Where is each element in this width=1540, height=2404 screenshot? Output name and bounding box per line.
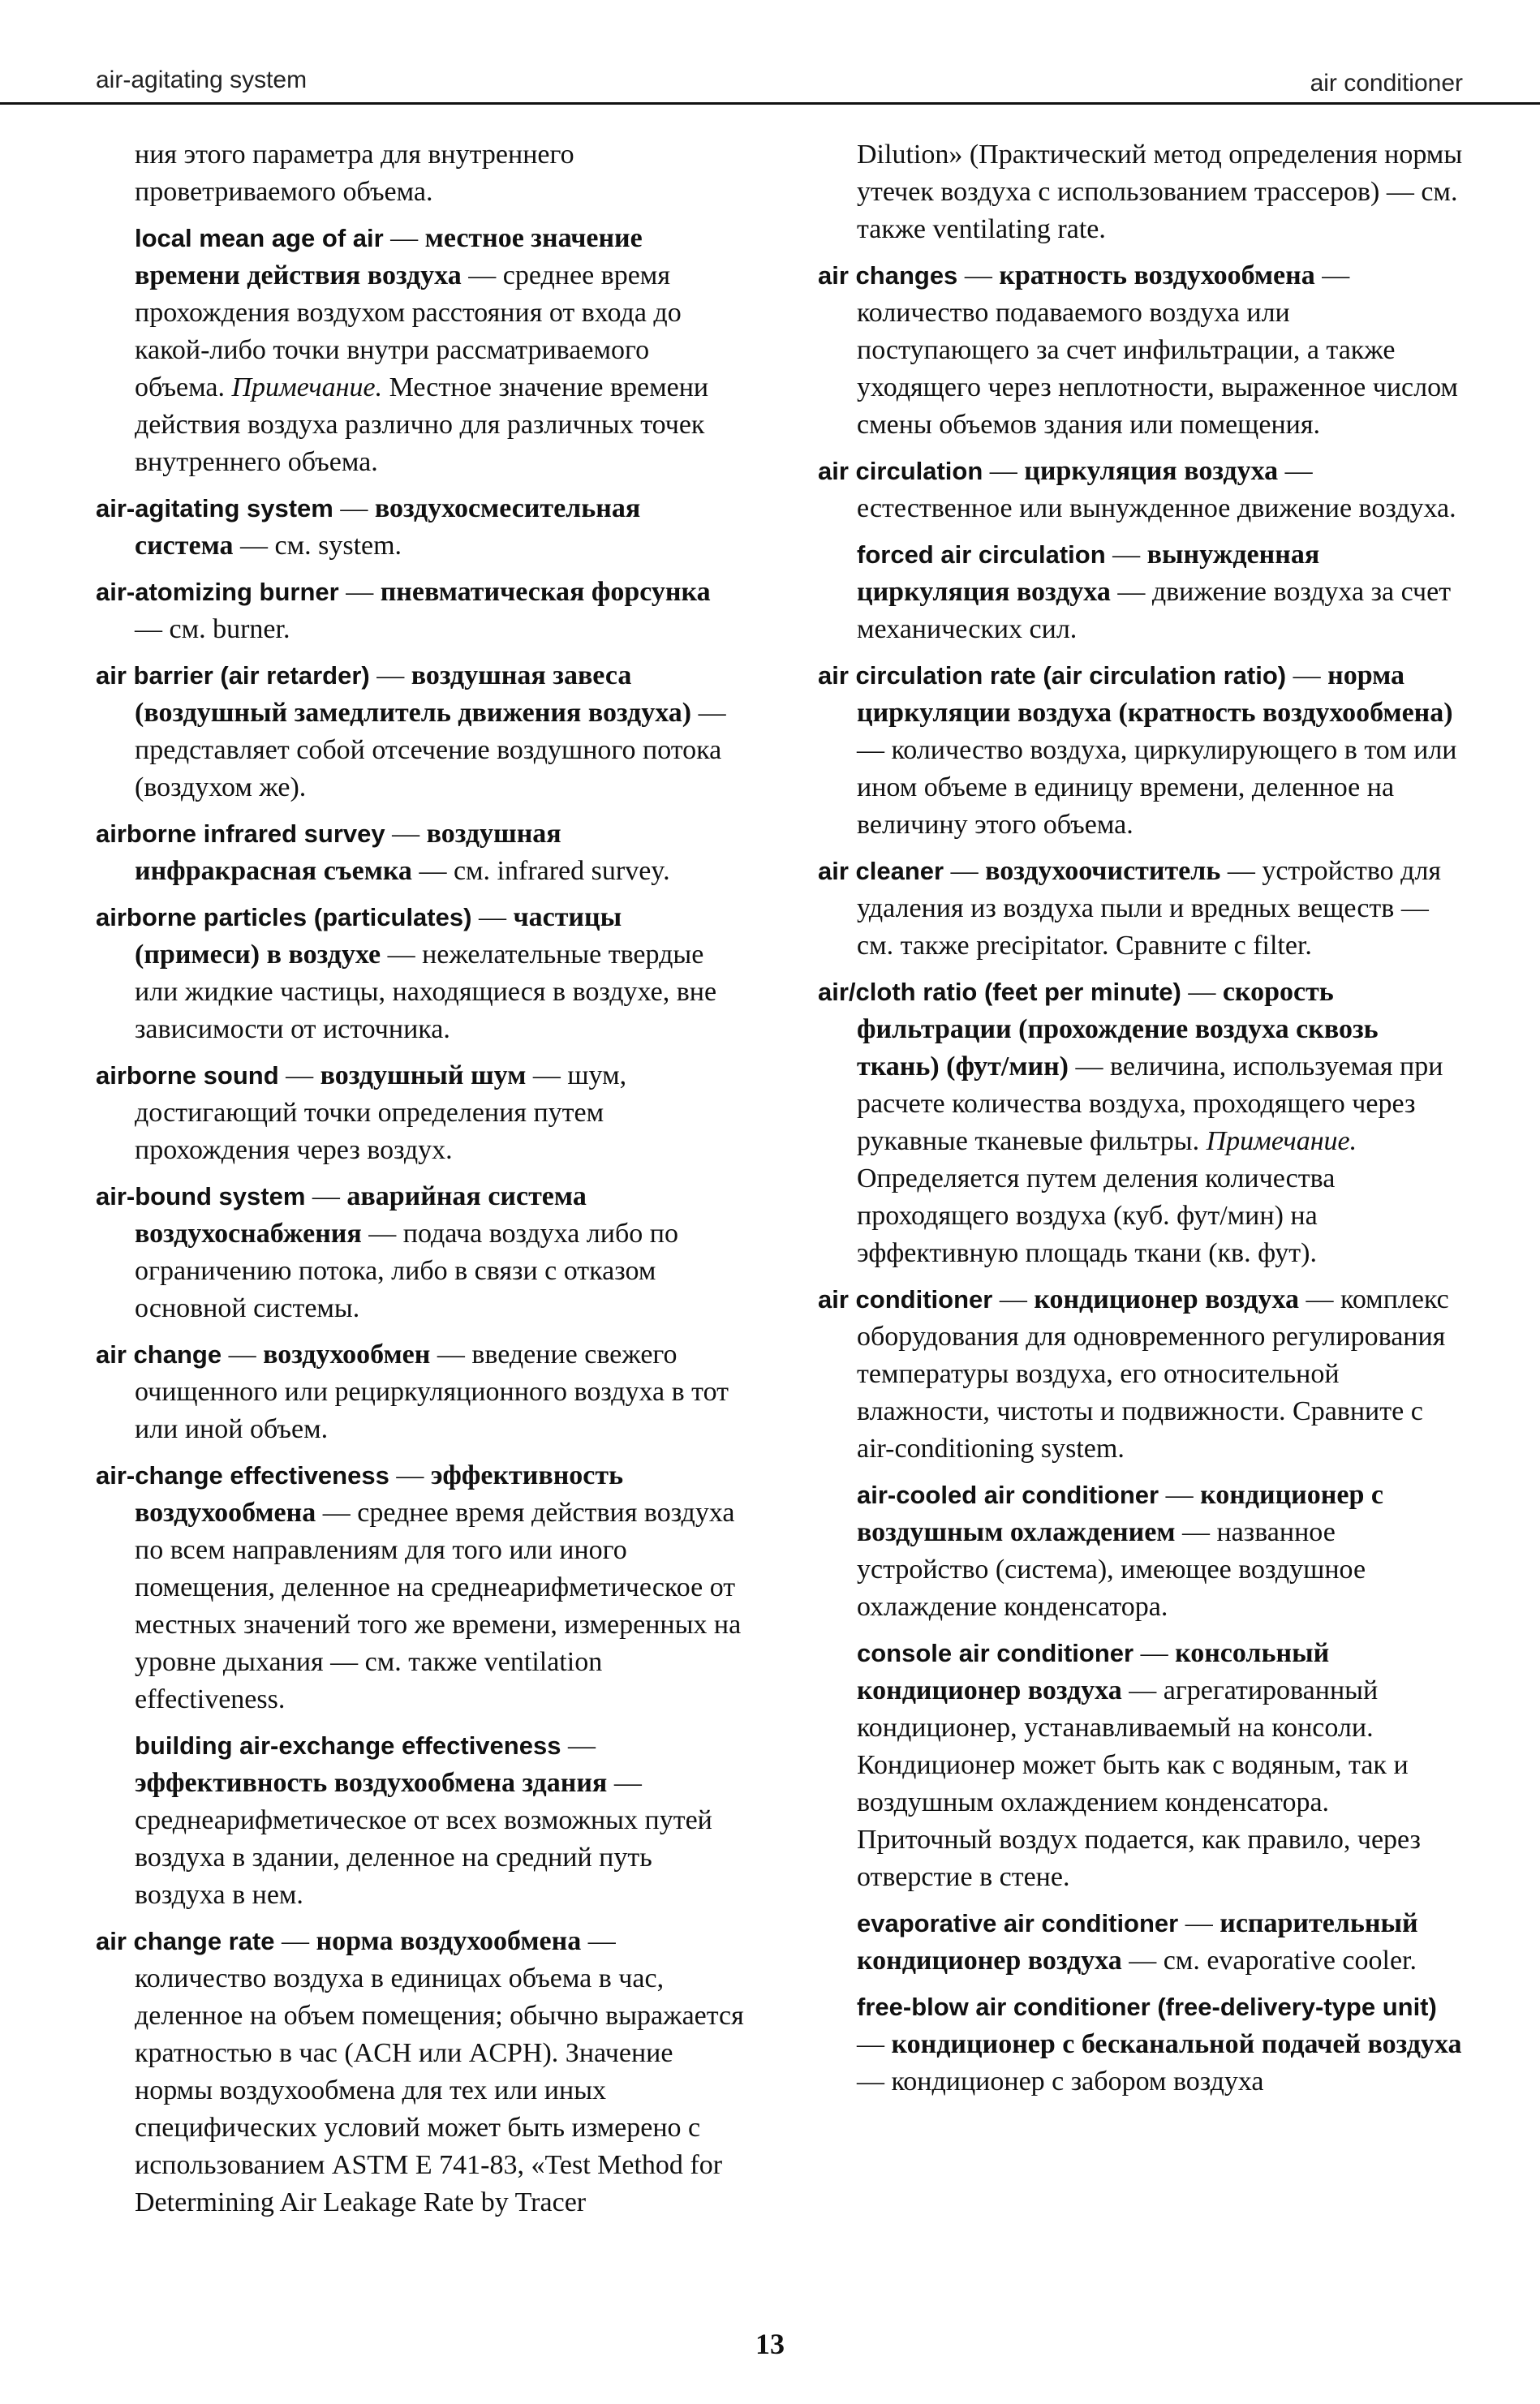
header-rule (0, 102, 1540, 105)
entry-translation: испарительный кондиционер воздуха (857, 1908, 1418, 1976)
entry-term: airborne sound (96, 1061, 279, 1090)
entry-term: air change (96, 1340, 222, 1369)
entry-definition: количество подаваемого воздуха или поступающего за счет инфильтрации, а также уходящего через неплотности, выраженное числом смены объемов здания или помещения. (857, 298, 1458, 440)
entry-definition: см. evaporative cooler. (1163, 1946, 1417, 1976)
entry-translation: пневматическая форсунка (380, 577, 711, 607)
entry-term: air change rate (96, 1927, 275, 1955)
entry-definition: количество воздуха, циркулирующего в том или ином объеме в единицу времени, деленное на величину этого объема. (857, 735, 1457, 840)
subentry: evaporative air conditioner — испарительный кондиционер воздуха — см. evaporative cooler. (857, 1908, 1418, 1976)
right-column (818, 136, 1467, 2109)
dictionary-entry: air barrier (air retarder) — воздушная завеса (воздушный замедлитель движения воздуха) — представляет собой отсечение воздушного потока (воздухом же). (96, 660, 726, 802)
entry-term: free-blow air conditioner (free-delivery-type unit) (857, 1993, 1437, 2021)
entry-translation: воздухоочиститель (985, 856, 1221, 886)
entry-term: air/cloth ratio (feet per minute) (818, 978, 1181, 1006)
entry-definition: движение воздуха за счет механических сил. (857, 577, 1452, 644)
entry-term: air changes (818, 261, 958, 290)
entry-definition: введение свежего очищенного или рециркуляционного воздуха в тот или иной объем. (135, 1340, 729, 1444)
dictionary-entry: air-atomizing burner — пневматическая форсунка — см. burner. (96, 577, 711, 644)
entry-term: air circulation rate (air circulation ratio) (818, 661, 1287, 690)
entry-translation: кратность воздухообмена (999, 260, 1315, 290)
entry-term: air-change effectiveness (96, 1461, 389, 1490)
entry-term: local mean age of air (135, 224, 384, 252)
note-text: Определяется путем деления количества проходящего воздуха (куб. фут/мин) на эффективную площадь ткани (кв. фут). (857, 1163, 1336, 1268)
entry-term: air-cooled air conditioner (857, 1481, 1159, 1509)
entry-continuation (96, 136, 745, 211)
entry-term: air-atomizing burner (96, 578, 339, 606)
dictionary-entry: air circulation — циркуляция воздуха — естественное или вынужденное движение воздуха. (818, 456, 1456, 523)
dictionary-entry: air-change effectiveness — эффективность воздухообмена — среднее время действия воздуха по всем направлениям для того или иного помещения, деленное на среднеарифметическое от местных значений того же времени, измеренных на уровне дыхания — см. также ventilation effectiveness. (96, 1460, 742, 1714)
dictionary-entry: airborne particles (particulates) — частицы (примеси) в воздухе — нежелательные твердые или жидкие частицы, находящиеся в воздухе, вне зависимости от источника. (96, 902, 717, 1044)
subentry: local mean age of air — местное значение времени действия воздуха — среднее время прохождения воздухом расстояния от входа до какой-либо точки внутри рассматриваемого объема. Примечание. Местное значение времени действия воздуха различно для различных точек внутреннего объема. (135, 223, 709, 477)
entry-translation: воздушный шум (320, 1060, 527, 1090)
entry-term: air cleaner (818, 857, 944, 885)
dictionary-entry: air change — воздухообмен — введение свежего очищенного или рециркуляционного воздуха в тот или иной объем. (96, 1340, 729, 1444)
entry-term: air conditioner (818, 1285, 993, 1314)
note-label: Примечание. (231, 372, 383, 402)
entry-definition: подача воздуха либо по ограничению потока, либо в связи с отказом основной системы. (135, 1219, 678, 1323)
entry-term: airborne particles (particulates) (96, 903, 472, 931)
page-number: 13 (755, 2328, 785, 2360)
entry-definition: среднее время действия воздуха по всем направлениям для того или иного помещения, деленное на среднеарифметическое от местных значений того же времени, измеренных на уровне дыхания — см. также ventilation effectiveness. (135, 1498, 742, 1714)
subentry: building air-exchange effectiveness — эффективность воздухообмена здания — среднеарифметическое от всех возможных путей воздуха в здании, деленное на средний путь воздуха в нем. (135, 1731, 712, 1910)
dictionary-entry: air-agitating system — воздухосмесительная система — см. system. (96, 493, 641, 561)
subentry: forced air circulation — вынужденная циркуляция воздуха — движение воздуха за счет механических сил. (857, 540, 1452, 644)
header-right-term: air conditioner (1310, 70, 1463, 97)
entry-definition: см. infrared survey. (453, 856, 670, 886)
header-left-term: air-agitating system (96, 67, 308, 93)
entry-definition: устройство для удаления из воздуха пыли и вредных веществ — см. также precipitator. Сравните с filter. (857, 856, 1442, 961)
entry-translation: воздушная инфракрасная съемка (135, 819, 561, 886)
entry-definition: среднеарифметическое от всех возможных путей воздуха в здании, деленное на средний путь воздуха в нем. (135, 1805, 712, 1910)
entry-term: evaporative air conditioner (857, 1909, 1179, 1937)
entry-term: air circulation (818, 457, 983, 485)
entry-term: forced air circulation (857, 540, 1106, 569)
running-header (0, 0, 1540, 107)
dictionary-entry: airborne infrared survey — воздушная инфракрасная съемка — см. infrared survey. (96, 819, 670, 886)
left-column (96, 136, 745, 2230)
entry-translation: местное значение времени действия воздуха (135, 223, 643, 290)
entry-translation: скорость фильтрации (прохождение воздуха сквозь ткань) (фут/мин) (857, 977, 1379, 1082)
entry-definition: представляет собой отсечение воздушного потока (воздухом же). (135, 735, 722, 802)
entry-term: air barrier (air retarder) (96, 661, 370, 690)
entry-definition: агрегатированный кондиционер, устанавливаемый на консоли. Кондиционер может быть как с водяным, так и воздушным охлаждением конденсатора. Приточный воздух подается, как правило, через отверстие в стене. (857, 1675, 1421, 1892)
entry-translation: частицы (примеси) в воздухе (135, 902, 622, 970)
dictionary-entry: air/cloth ratio (feet per minute) — скорость фильтрации (прохождение воздуха сквозь ткань) (фут/мин) — величина, используемая при расчете количества воздуха, проходящего через рукавные тканевые фильтры. Примечание. Определяется путем деления количества проходящего воздуха (куб. фут/мин) на эффективную площадь ткани (кв. фут). (818, 977, 1443, 1268)
entry-translation: воздушная завеса (воздушный замедлитель движения воздуха) (135, 660, 692, 728)
entry-translation: циркуляция воздуха (1024, 456, 1279, 486)
entry-definition: названное устройство (система), имеющее воздушное охлаждение конденсатора. (857, 1517, 1366, 1622)
entry-definition: комплекс оборудования для одновременного регулирования температуры воздуха, его относительной влажности, чистоты и подвижности. Сравните с air-conditioning system. (857, 1284, 1449, 1464)
entry-term: console air conditioner (857, 1639, 1134, 1667)
entry-definition: количество воздуха в единицах объема в час, деленное на объем помещения; обычно выражается кратностью в час (ACH или ACPH). Значение нормы воздухообмена для тех или иных специфических условий может быть измерено с использованием ASTM E 741-83, «Test Method for Determining Air Leakage Rate by Tracer (135, 1963, 744, 2217)
entry-definition: см. burner. (169, 614, 290, 644)
dictionary-entry: air change rate — норма воздухообмена — количество воздуха в единицах объема в час, деленное на объем помещения; обычно выражается кратностью в час (ACH или ACPH). Значение нормы воздухообмена для тех или иных специфических условий может быть измерено с использованием ASTM E 741-83, «Test Method for Determining Air Leakage Rate by Tracer (96, 1926, 744, 2217)
entry-definition: нежелательные твердые или жидкие частицы, находящиеся в воздухе, вне зависимости от источника. (135, 940, 717, 1044)
entry-translation: вынужденная циркуляция воздуха (857, 540, 1320, 607)
entry-translation: кондиционер воздуха (1034, 1284, 1300, 1314)
entry-definition: ния этого параметра для внутреннего проветриваемого объема. (135, 140, 574, 207)
entry-translation: кондиционер с воздушным охлаждением (857, 1480, 1383, 1547)
entry-translation: консольный кондиционер воздуха (857, 1638, 1330, 1705)
entry-definition: среднее время прохождения воздухом расстояния от входа до какой-либо точки внутри рассматриваемого объема. (135, 260, 682, 402)
dictionary-entry: air conditioner — кондиционер воздуха — комплекс оборудования для одновременного регулирования температуры воздуха, его относительной влажности, чистоты и подвижности. Сравните с air-conditioning system. (818, 1284, 1449, 1464)
entry-translation: аварийная система воздухоснабжения (135, 1181, 587, 1249)
entry-definition: естественное или вынужденное движение воздуха. (857, 493, 1456, 523)
dictionary-entry: air cleaner — воздухоочиститель — устройство для удаления из воздуха пыли и вредных веществ — см. также precipitator. Сравните с filter. (818, 856, 1442, 961)
note-text: Местное значение времени действия воздуха различно для различных точек внутреннего объема. (135, 372, 709, 477)
entry-continuation (818, 136, 1467, 248)
entry-translation: кондиционер с бесканальной подачей воздуха (891, 2029, 1462, 2059)
entry-translation: норма циркуляции воздуха (кратность воздухообмена) (857, 660, 1453, 728)
entry-definition: величина, используемая при расчете количества воздуха, проходящего через рукавные тканевые фильтры. (857, 1051, 1443, 1156)
subentry: console air conditioner — консольный кондиционер воздуха — агрегатированный кондиционер, устанавливаемый на консоли. Кондиционер может быть как с водяным, так и воздушным охлаждением конденсатора. Приточный воздух подается, как правило, через отверстие в стене. (857, 1638, 1421, 1892)
entry-translation: норма воздухообмена (316, 1926, 582, 1956)
entry-definition: шум, достигающий точки определения путем прохождения через воздух. (135, 1060, 627, 1165)
dictionary-entry: airborne sound — воздушный шум — шум, достигающий точки определения путем прохождения через воздух. (96, 1060, 627, 1165)
entry-definition: Dilution» (Практический метод определения нормы утечек воздуха с использованием трассеров) — см. также ventilating rate. (857, 140, 1463, 244)
entry-translation: эффективность воздухообмена здания (135, 1768, 608, 1798)
entry-definition: см. system. (274, 531, 402, 561)
entry-translation: эффективность воздухообмена (135, 1460, 624, 1528)
entry-term: building air-exchange effectiveness (135, 1731, 561, 1760)
dictionary-entry: air circulation rate (air circulation ratio) — норма циркуляции воздуха (кратность воздухообмена) — количество воздуха, циркулирующего в том или ином объеме в единицу времени, деленное на величину этого объема. (818, 660, 1457, 840)
subentry: air-cooled air conditioner — кондиционер с воздушным охлаждением — названное устройство (система), имеющее воздушное охлаждение конденсатора. (857, 1480, 1383, 1622)
entry-term: air-bound system (96, 1182, 306, 1211)
dictionary-entry: air-bound system — аварийная система воздухоснабжения — подача воздуха либо по ограничению потока, либо в связи с отказом основной системы. (96, 1181, 678, 1323)
subentry: free-blow air conditioner (free-delivery-type unit) — кондиционер с бесканальной подачей воздуха — кондиционер с забором воздуха (857, 1993, 1462, 2097)
entry-term: air-agitating system (96, 494, 333, 523)
entry-definition: кондиционер с забором воздуха (891, 2066, 1264, 2097)
entry-translation: воздухосмесительная система (135, 493, 641, 561)
entry-term: airborne infrared survey (96, 819, 385, 848)
dictionary-entry: air changes — кратность воздухообмена — количество подаваемого воздуха или поступающего за счет инфильтрации, а также уходящего через неплотности, выраженное числом смены объемов здания или помещения. (818, 260, 1458, 440)
note-label: Примечание. (1206, 1126, 1357, 1156)
entry-translation: воздухообмен (263, 1340, 431, 1370)
